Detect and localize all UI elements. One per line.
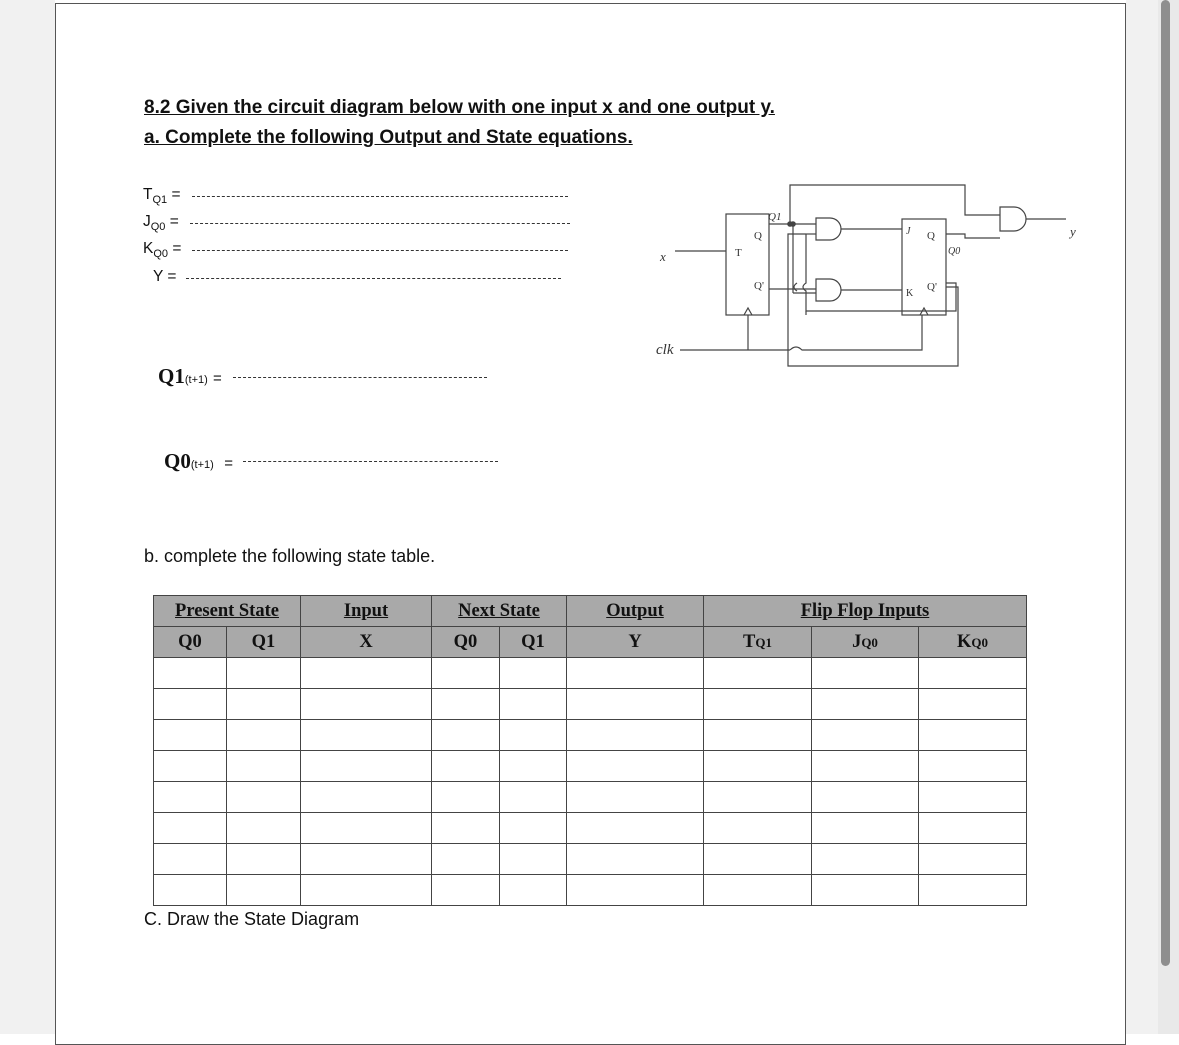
table-cell[interactable]: [432, 782, 500, 813]
table-cell[interactable]: [567, 658, 704, 689]
table-cell[interactable]: [301, 875, 432, 906]
table-cell[interactable]: [919, 658, 1027, 689]
header-present-state: Present State: [154, 596, 301, 627]
table-cell[interactable]: [432, 658, 500, 689]
wire-q0: [946, 234, 1000, 238]
col-input-x: X: [301, 627, 432, 658]
col-present-q0: Q0: [154, 627, 227, 658]
table-cell[interactable]: [812, 689, 919, 720]
table-cell[interactable]: [500, 782, 567, 813]
eq-q1-next: Q1(t+1) =: [158, 364, 222, 388]
table-cell[interactable]: [301, 720, 432, 751]
q1-label: Q1: [768, 211, 782, 223]
table-cell[interactable]: [227, 720, 301, 751]
table-row: [154, 689, 1027, 720]
table-cell[interactable]: [567, 720, 704, 751]
table-cell[interactable]: [567, 813, 704, 844]
table-cell[interactable]: [227, 782, 301, 813]
jk-q-label: Q: [927, 230, 935, 242]
clock-triangle: [744, 308, 752, 315]
table-row: [154, 782, 1027, 813]
table-cell[interactable]: [227, 844, 301, 875]
table-cell[interactable]: [567, 689, 704, 720]
table-cell[interactable]: [919, 689, 1027, 720]
table-row: [154, 813, 1027, 844]
table-cell[interactable]: [227, 689, 301, 720]
table-cell[interactable]: [500, 720, 567, 751]
answer-line: [243, 461, 498, 462]
header-next-state: Next State: [432, 596, 567, 627]
clk-label: clk: [656, 342, 674, 358]
table-cell[interactable]: [301, 844, 432, 875]
t-input-label: T: [735, 247, 742, 259]
eq-q0-next: Q0(t+1) =: [164, 449, 234, 473]
table-cell[interactable]: [154, 844, 227, 875]
table-row: [154, 751, 1027, 782]
t-flip-flop: [726, 214, 769, 315]
jk-qn-label: Q': [927, 281, 937, 293]
table-cell[interactable]: [500, 875, 567, 906]
header-flip-flop-inputs: Flip Flop Inputs: [704, 596, 1027, 627]
col-next-q1: Q1: [500, 627, 567, 658]
table-row: [154, 720, 1027, 751]
table-cell[interactable]: [919, 813, 1027, 844]
table-cell[interactable]: [704, 782, 812, 813]
table-cell[interactable]: [704, 751, 812, 782]
table-cell[interactable]: [301, 782, 432, 813]
question-title: 8.2 Given the circuit diagram below with one input x and one output y.: [144, 97, 775, 118]
part-c-heading: C. Draw the State Diagram: [144, 909, 360, 929]
part-b-heading: b. complete the following state table.: [144, 546, 436, 566]
col-kq0: KQ0: [919, 627, 1027, 658]
table-cell[interactable]: [919, 844, 1027, 875]
table-row: [154, 658, 1027, 689]
table-cell[interactable]: [500, 751, 567, 782]
output-y-label: y: [1070, 224, 1076, 239]
table-row: [154, 875, 1027, 906]
table-cell[interactable]: [432, 720, 500, 751]
table-cell[interactable]: [500, 689, 567, 720]
table-cell[interactable]: [704, 658, 812, 689]
scrollbar-thumb[interactable]: [1161, 0, 1170, 966]
col-jq0: JQ0: [812, 627, 919, 658]
table-cell[interactable]: [812, 844, 919, 875]
state-table: [153, 595, 1027, 906]
table-cell[interactable]: [227, 658, 301, 689]
answer-line: [186, 278, 561, 279]
table-cell[interactable]: [704, 844, 812, 875]
t-qn-label: Q': [754, 280, 764, 292]
table-cell[interactable]: [567, 751, 704, 782]
eq-y: Y =: [153, 268, 177, 285]
table-cell[interactable]: [812, 751, 919, 782]
table-cell[interactable]: [812, 658, 919, 689]
table-cell[interactable]: [704, 689, 812, 720]
table-cell[interactable]: [301, 751, 432, 782]
eq-kq0: $K_{Q0}$ =: [143, 240, 182, 261]
table-cell[interactable]: [301, 658, 432, 689]
table-row: [154, 844, 1027, 875]
junction-dot: [788, 222, 792, 226]
table-cell[interactable]: [704, 813, 812, 844]
answer-line: [192, 250, 568, 251]
answer-line: [192, 196, 568, 197]
answer-line: [190, 223, 570, 224]
eq-jq0: $J_{Q0}$ =: [143, 213, 179, 234]
table-cell[interactable]: [500, 658, 567, 689]
wire-q0-feedback: [788, 234, 961, 366]
k-input-label: K: [906, 288, 914, 299]
circuit-diagram: [640, 175, 1090, 375]
table-cell[interactable]: [919, 782, 1027, 813]
table-cell[interactable]: [154, 813, 227, 844]
viewer-background-left: [0, 0, 55, 1034]
col-present-q1: Q1: [227, 627, 301, 658]
table-cell[interactable]: [500, 844, 567, 875]
table-cell[interactable]: [432, 875, 500, 906]
table-cell[interactable]: [432, 751, 500, 782]
table-cell[interactable]: [919, 875, 1027, 906]
col-next-q0: Q0: [432, 627, 500, 658]
table-cell[interactable]: [812, 720, 919, 751]
table-cell[interactable]: [704, 720, 812, 751]
state-table-body: [154, 658, 1027, 906]
header-output: Output: [567, 596, 704, 627]
table-cell[interactable]: [227, 813, 301, 844]
table-cell[interactable]: [919, 751, 1027, 782]
table-cell[interactable]: [432, 844, 500, 875]
col-tq1: TQ1: [704, 627, 812, 658]
table-cell[interactable]: [919, 720, 1027, 751]
wire-clk: [790, 315, 922, 350]
table-cell[interactable]: [812, 813, 919, 844]
wire-crossover: [794, 283, 797, 291]
table-cell[interactable]: [154, 875, 227, 906]
table-cell[interactable]: [227, 751, 301, 782]
table-cell[interactable]: [567, 844, 704, 875]
table-cell[interactable]: [812, 782, 919, 813]
part-a-heading: a. Complete the following Output and State equations.: [144, 127, 633, 148]
table-cell[interactable]: [154, 782, 227, 813]
j-input-label: J: [906, 226, 911, 237]
col-output-y: Y: [567, 627, 704, 658]
table-cell[interactable]: [227, 875, 301, 906]
t-q-label: Q: [754, 230, 762, 242]
table-cell[interactable]: [154, 658, 227, 689]
table-cell[interactable]: [704, 875, 812, 906]
header-input: Input: [301, 596, 432, 627]
table-cell[interactable]: [154, 689, 227, 720]
table-cell[interactable]: [301, 813, 432, 844]
and-gate-output: [1000, 207, 1026, 231]
answer-line: [233, 377, 487, 378]
q0-label: Q0: [948, 246, 961, 257]
table-cell[interactable]: [500, 813, 567, 844]
table-cell[interactable]: [154, 720, 227, 751]
table-cell[interactable]: [567, 782, 704, 813]
input-x-label: x: [660, 249, 666, 264]
and-gate-1: [816, 218, 841, 240]
table-cell[interactable]: [301, 689, 432, 720]
table-cell[interactable]: [812, 875, 919, 906]
table-cell[interactable]: [432, 689, 500, 720]
table-cell[interactable]: [432, 813, 500, 844]
wire-feedback: [803, 234, 956, 311]
table-cell[interactable]: [154, 751, 227, 782]
table-cell[interactable]: [567, 875, 704, 906]
and-gate-2: [816, 279, 841, 301]
eq-tq1: $T_{Q1}$ =: [143, 186, 181, 207]
